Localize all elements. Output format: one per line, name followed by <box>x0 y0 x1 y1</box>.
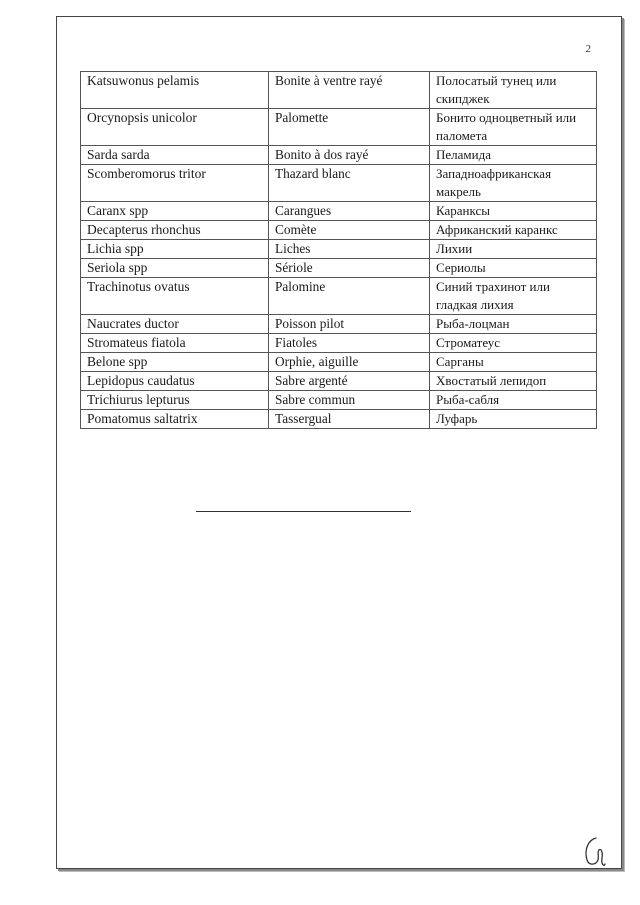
table-row <box>81 221 597 240</box>
latin-name-cell: Caranx spp <box>81 202 269 221</box>
russian-name-cell: Строматеус <box>430 334 597 353</box>
table-row <box>81 259 597 278</box>
table-row <box>81 72 597 109</box>
latin-name-cell: Orcynopsis unicolor <box>81 109 269 146</box>
latin-name-cell: Trichiurus lepturus <box>81 391 269 410</box>
french-name-cell: Poisson pilot <box>269 315 430 334</box>
latin-name-cell: Sarda sarda <box>81 146 269 165</box>
russian-name-cell: Каранксы <box>430 202 597 221</box>
french-name-cell: Sabre argenté <box>269 372 430 391</box>
french-name-cell: Liches <box>269 240 430 259</box>
french-name-cell: Sériole <box>269 259 430 278</box>
page-number: 2 <box>585 43 591 55</box>
table-row <box>81 315 597 334</box>
french-name-cell: Fiatoles <box>269 334 430 353</box>
russian-name-cell: Рыба-сабля <box>430 391 597 410</box>
russian-name-cell: Западноафриканская макрель <box>430 165 597 202</box>
latin-name-cell: Pomatomus saltatrix <box>81 410 269 429</box>
russian-name-cell: Пеламида <box>430 146 597 165</box>
russian-name-cell: Рыба-лоцман <box>430 315 597 334</box>
latin-name-cell: Katsuwonus pelamis <box>81 72 269 109</box>
latin-name-cell: Scomberomorus tritor <box>81 165 269 202</box>
latin-name-cell: Decapterus rhonchus <box>81 221 269 240</box>
russian-name-cell: Хвостатый лепидоп <box>430 372 597 391</box>
latin-name-cell: Lepidopus caudatus <box>81 372 269 391</box>
russian-name-cell: Бонито одноцветный или паломета <box>430 109 597 146</box>
russian-name-cell: Сериолы <box>430 259 597 278</box>
french-name-cell: Sabre commun <box>269 391 430 410</box>
table-row <box>81 165 597 202</box>
table-row <box>81 202 597 221</box>
table-row <box>81 410 597 429</box>
russian-name-cell: Африканский каранкс <box>430 221 597 240</box>
latin-name-cell: Belone spp <box>81 353 269 372</box>
signature-initial <box>582 834 606 868</box>
latin-name-cell: Seriola spp <box>81 259 269 278</box>
french-name-cell: Bonito à dos rayé <box>269 146 430 165</box>
french-name-cell: Orphie, aiguille <box>269 353 430 372</box>
table-row <box>81 372 597 391</box>
russian-name-cell: Синий трахинот или гладкая лихия <box>430 278 597 315</box>
french-name-cell: Palomette <box>269 109 430 146</box>
table-row <box>81 278 597 315</box>
latin-name-cell: Stromateus fiatola <box>81 334 269 353</box>
russian-name-cell: Лихии <box>430 240 597 259</box>
french-name-cell: Palomine <box>269 278 430 315</box>
table-row <box>81 109 597 146</box>
russian-name-cell: Луфарь <box>430 410 597 429</box>
table-row <box>81 240 597 259</box>
latin-name-cell: Naucrates ductor <box>81 315 269 334</box>
table-row <box>81 391 597 410</box>
table-row <box>81 353 597 372</box>
table-row <box>81 146 597 165</box>
french-name-cell: Carangues <box>269 202 430 221</box>
latin-name-cell: Lichia spp <box>81 240 269 259</box>
french-name-cell: Tassergual <box>269 410 430 429</box>
russian-name-cell: Полосатый тунец или скипджек <box>430 72 597 109</box>
french-name-cell: Thazard blanc <box>269 165 430 202</box>
species-table-body <box>81 72 597 429</box>
french-name-cell: Bonite à ventre rayé <box>269 72 430 109</box>
separator-line <box>196 511 411 512</box>
table-row <box>81 334 597 353</box>
french-name-cell: Comète <box>269 221 430 240</box>
latin-name-cell: Trachinotus ovatus <box>81 278 269 315</box>
russian-name-cell: Сарганы <box>430 353 597 372</box>
species-table <box>80 71 597 429</box>
